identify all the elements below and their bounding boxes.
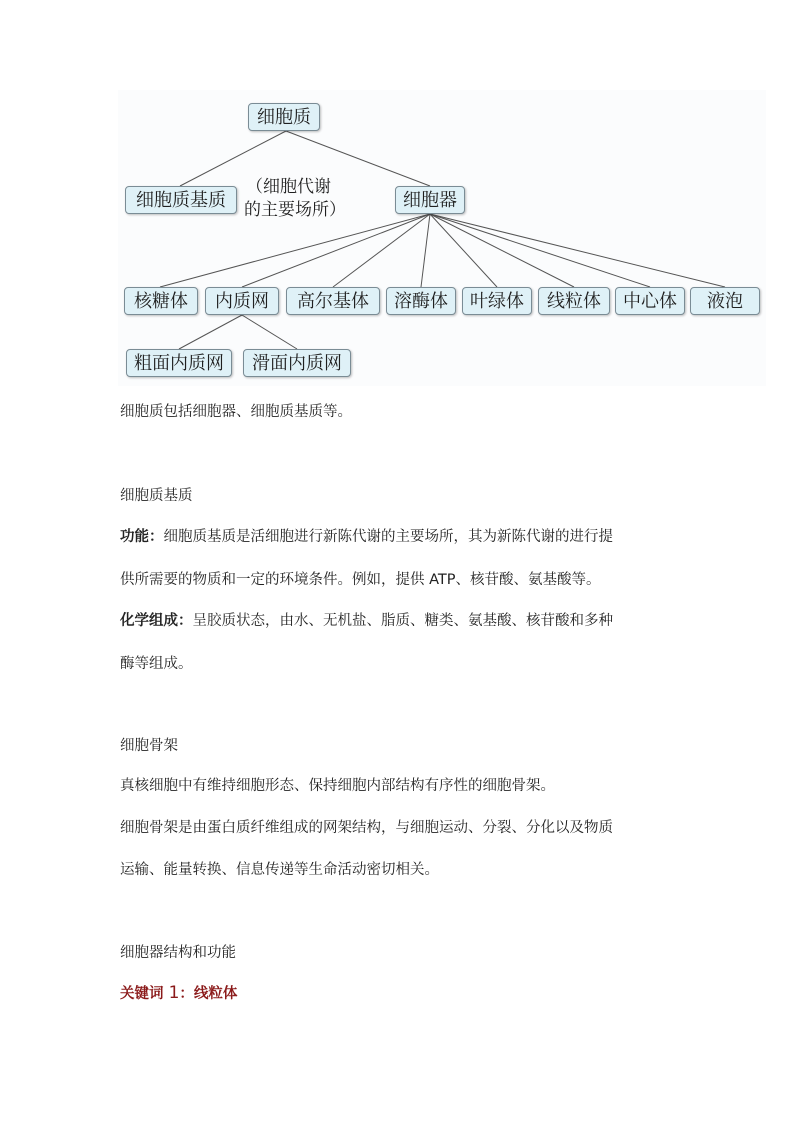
cytoskeleton-line3: 运输、能量转换、信息传递等生命活动密切相关。 <box>120 862 439 878</box>
node-smooth-er: 滑面内质网 <box>243 349 351 377</box>
cytoskeleton-line2: 细胞骨架是由蛋白质纤维组成的网架结构，与细胞运动、分裂、分化以及物质 <box>120 820 613 836</box>
node-rough-er: 粗面内质网 <box>126 349 232 377</box>
node-chloroplast: 叶绿体 <box>462 287 532 315</box>
summary-text: 细胞质包括细胞器、细胞质基质等。 <box>120 404 352 420</box>
keyword-prefix: 关键词 <box>120 986 164 1002</box>
connector-organelle-7 <box>430 214 725 287</box>
connector-organelle-5 <box>430 214 574 287</box>
composition-line1 <box>120 609 613 630</box>
matrix-note-line2: 的主要场所） <box>244 200 346 220</box>
keyword-suffix: ：线粒体 <box>179 986 238 1002</box>
node-lysosome: 溶酶体 <box>386 287 456 315</box>
function-line2: 供所需要的物质和一定的环境条件。例如，提供 ATP、核苷酸、氨基酸等。 <box>120 572 601 588</box>
connector-er-1 <box>242 315 297 349</box>
section-title-matrix: 细胞质基质 <box>120 488 193 504</box>
node-endoplasmic-reticulum: 内质网 <box>205 287 279 315</box>
cytoskeleton-line1: 真核细胞中有维持细胞形态、保持细胞内部结构有序性的细胞骨架。 <box>120 778 555 794</box>
function-label: 功能： <box>120 529 164 545</box>
connector-organelle-1 <box>242 214 430 287</box>
section-title-cytoskeleton: 细胞骨架 <box>120 738 178 754</box>
section-title-organelles: 细胞器结构和功能 <box>120 945 236 961</box>
node-vacuole: 液泡 <box>690 287 760 315</box>
node-organelle: 细胞器 <box>395 186 465 214</box>
function-line1 <box>120 525 613 546</box>
node-golgi: 高尔基体 <box>286 287 380 315</box>
node-ribosome: 核糖体 <box>124 287 198 315</box>
keyword-heading <box>120 982 237 1003</box>
connector-organelle-3 <box>421 214 430 287</box>
function-text-1: 细胞质基质是活细胞进行新陈代谢的主要场所，其为新陈代谢的进行提 <box>163 529 613 545</box>
node-centrosome: 中心体 <box>615 287 685 315</box>
composition-line2: 酶等组成。 <box>120 656 193 672</box>
matrix-note-line1: （细胞代谢 <box>246 177 331 197</box>
connector-er-0 <box>179 315 242 349</box>
node-mitochondrion: 线粒体 <box>538 287 610 315</box>
connector-organelle-0 <box>160 214 430 287</box>
composition-text-1: 呈胶质状态，由水、无机盐、脂质、糖类、氨基酸、核苷酸和多种 <box>192 613 613 629</box>
connector-organelle-2 <box>333 214 430 287</box>
node-cytoplasmic-matrix: 细胞质基质 <box>125 186 237 214</box>
composition-label: 化学组成： <box>120 613 193 629</box>
keyword-number: 1 <box>168 983 180 1003</box>
node-cytoplasm: 细胞质 <box>248 103 320 131</box>
